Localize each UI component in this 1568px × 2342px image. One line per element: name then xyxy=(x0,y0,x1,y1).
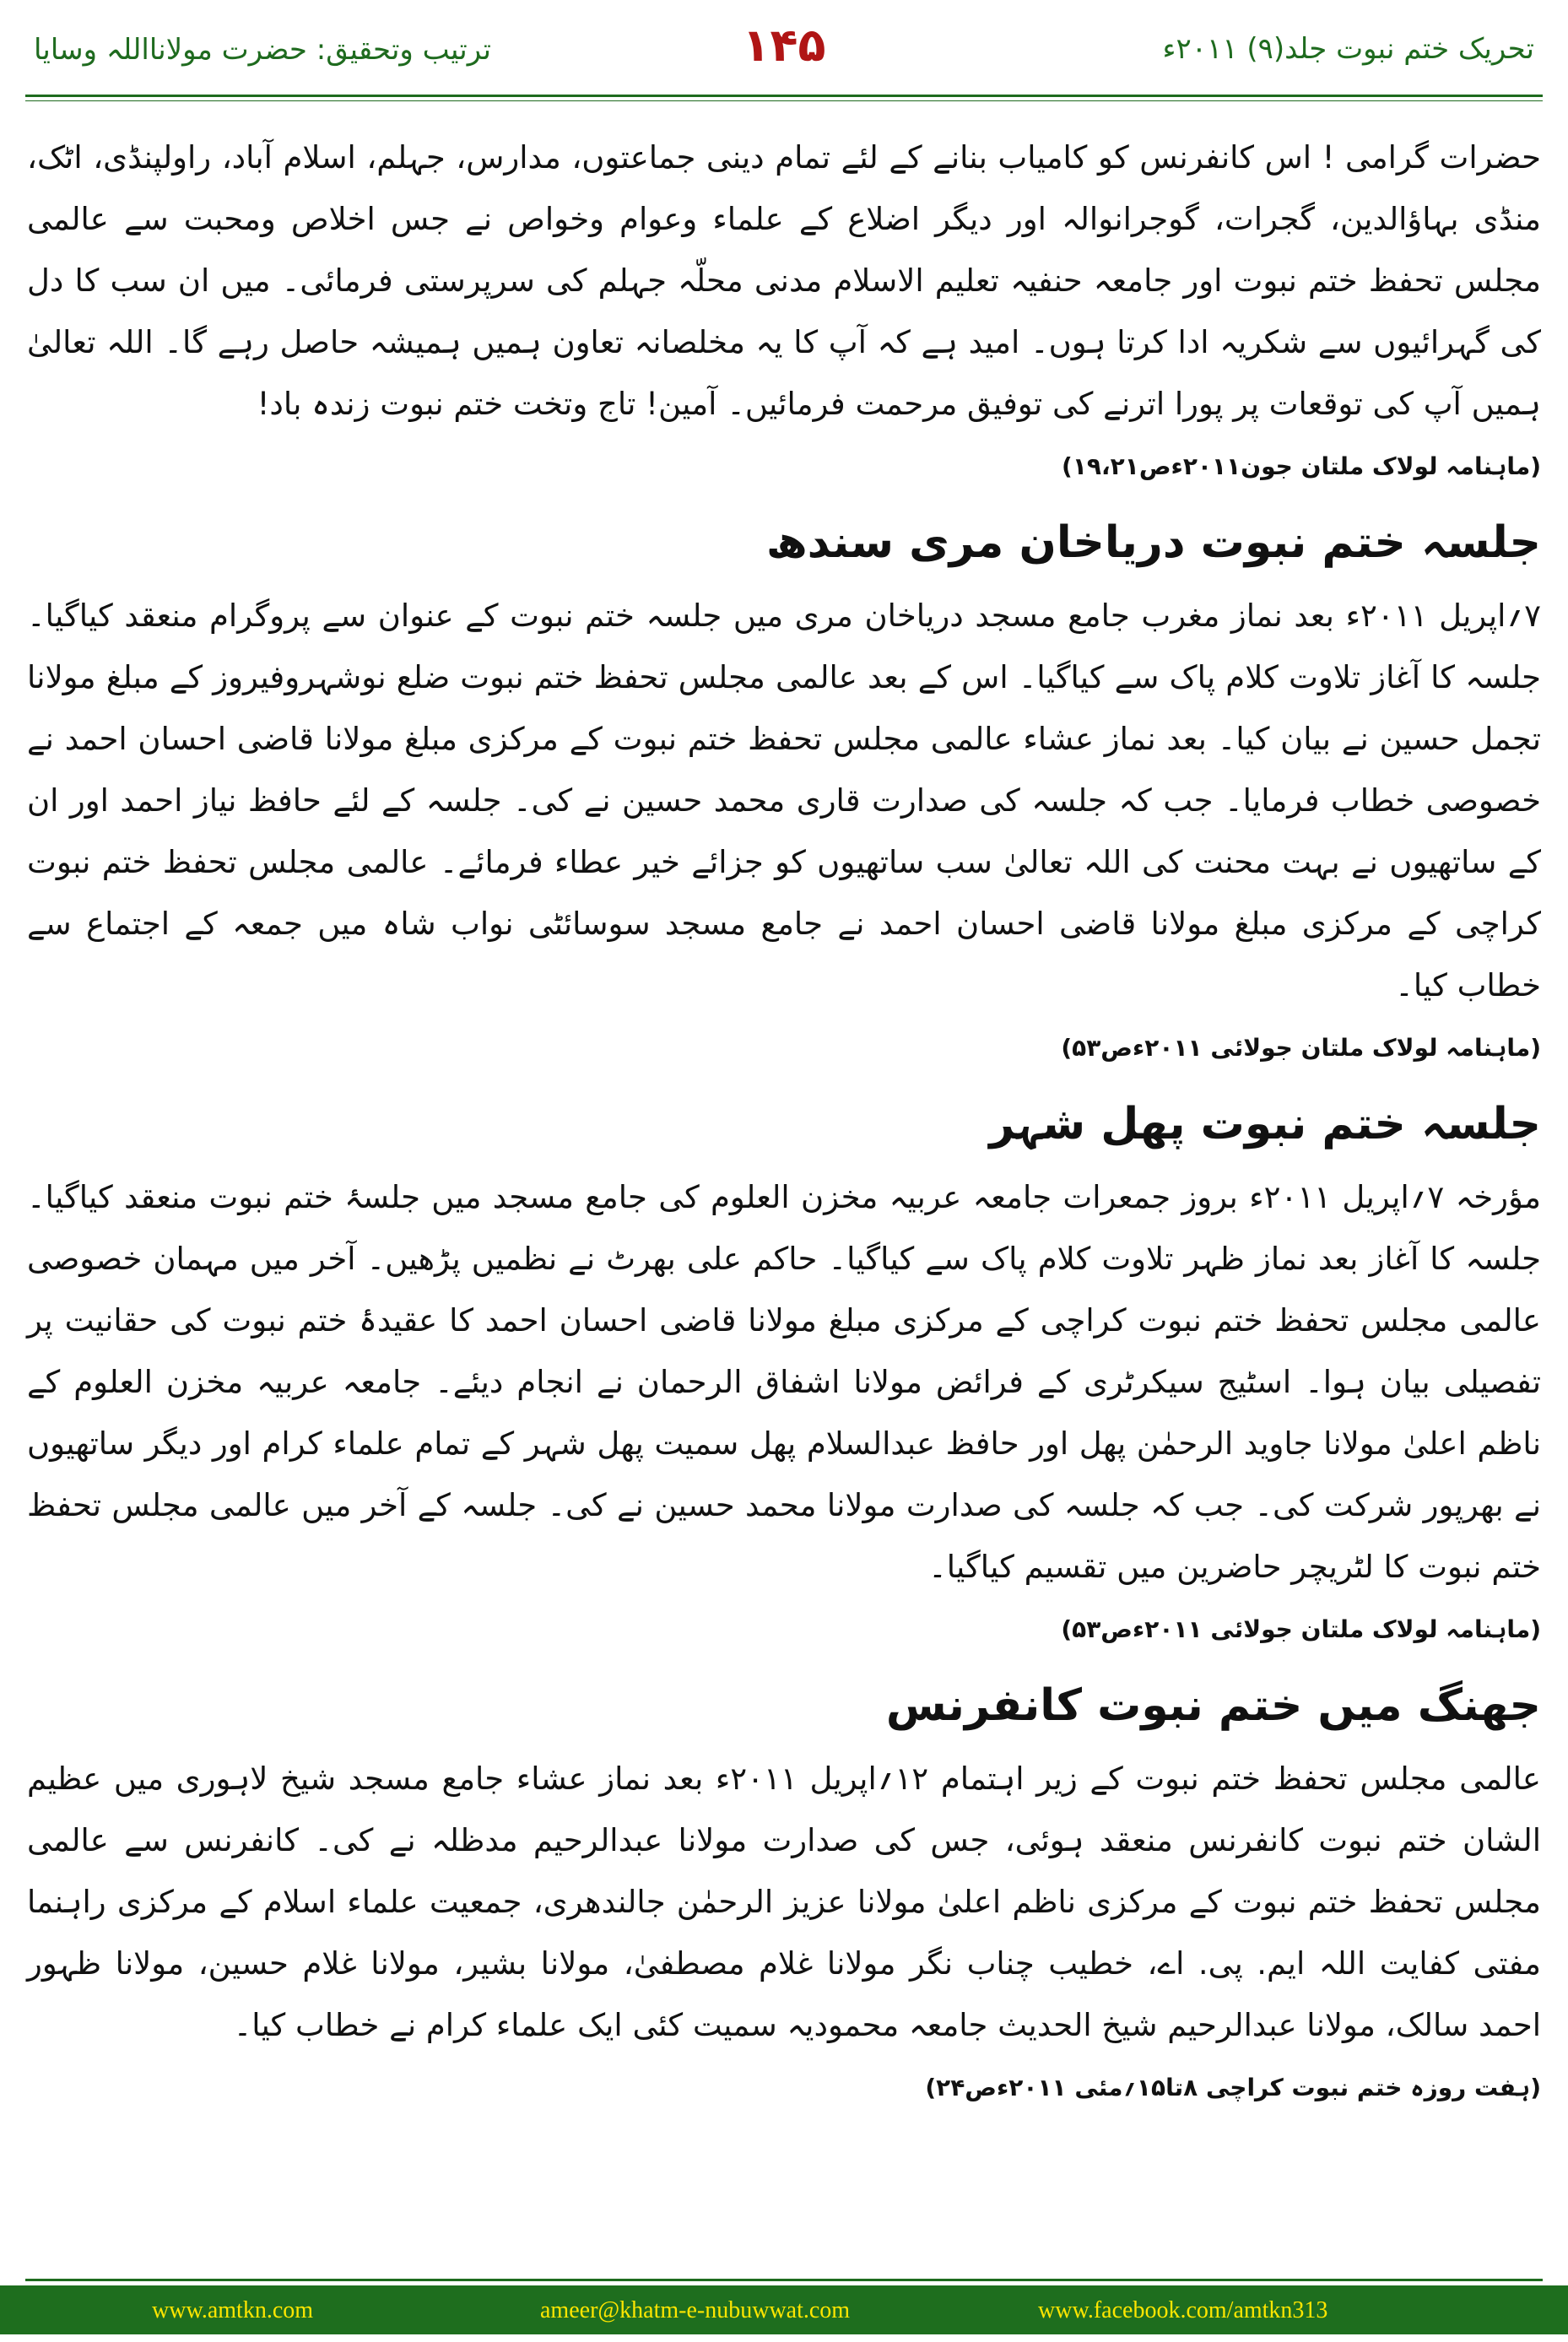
facebook-link[interactable]: www.facebook.com/amtkn313 xyxy=(1038,2297,1328,2323)
page-body xyxy=(27,127,1541,2211)
header-divider-thin xyxy=(25,100,1543,101)
footer-divider xyxy=(25,2279,1543,2281)
section3-paragraph: مؤرخہ ۷؍اپریل ۲۰۱۱ء بروز جمعرات جامعہ عربیہ مخزن العلوم کی جامع مسجد میں جلسۂ ختم نبوت منعقد کیاگیا۔ جلسہ کا آغاز بعد نماز ظہر تلاوت کلام پاک سے کیاگیا۔ حاکم علی بھرٹ نے نظمیں پڑھیں۔ آخر میں مہمان خصوصی عالمی مجلس تحفظ ختم نبوت کراچی کے مرکزی مبلغ مولانا قاضی احسان احمد کا عقیدۂ ختم نبوت کی حقانیت پر تفصیلی بیان ہوا۔ اسٹیج سیکرٹری کے فرائض مولانا اشفاق الرحمان نے انجام دیئے۔ جامعہ عربیہ مخزن العلوم کے ناظم اعلیٰ مولانا جاوید الرحمٰن پھل اور حافظ عبدالسلام پھل سمیت پھل شہر کے تمام علماء کرام اور دیگر ساتھیوں نے بھرپور شرکت کی۔ جب کہ جلسہ کی صدارت مولانا محمد حسین نے کی۔ جلسہ کے آخر میں عالمی مجلس تحفظ ختم نبوت کا لٹریچر حاضرین میں تقسیم کیاگیا۔ xyxy=(27,1179,1541,1585)
footer-bar xyxy=(0,2285,1568,2334)
section3-heading: جلسہ ختم نبوت پھل شہر xyxy=(989,1099,1541,1149)
header-divider xyxy=(25,95,1543,97)
page-footer xyxy=(0,2279,1568,2342)
book-title: تحریک ختم نبوت جلد(۹) ۲۰۱۱ء xyxy=(1162,32,1534,66)
section4-paragraph: عالمی مجلس تحفظ ختم نبوت کے زیر اہتمام ۱۲؍اپریل ۲۰۱۱ء بعد نماز عشاء جامع مسجد شیخ لاہوری میں عظیم الشان ختم نبوت کانفرنس منعقد ہوئی، جس کی صدارت مولانا عبدالرحیم مدظلہ نے کی۔ کانفرنس سے عالمی مجلس تحفظ ختم نبوت کے مرکزی ناظم اعلیٰ مولانا عزیز الرحمٰن جالندھری، جمعیت علماء اسلام کے مرکزی راہنما مفتی کفایت اللہ ایم. پی. اے، خطیب چناب نگر مولانا غلام مصطفیٰ، مولانا بشیر، مولانا غلام حسین، مولانا ظہور احمد سالک، مولانا عبدالرحیم شیخ الحدیث جامعہ محمودیہ سمیت کئی ایک علماء کرام نے خطاب کیا۔ xyxy=(27,1761,1541,2043)
section1-paragraph: حضرات گرامی ! اس کانفرنس کو کامیاب بنانے کے لئے تمام دینی جماعتوں، مدارس، جہلم، اسلام آباد، راولپنڈی، اٹک، منڈی بہاؤالدین، گجرات، گوجرانوالہ اور دیگر اضلاع کے علماء وعوام وخواص نے جس اخلاص ومحبت سے عالمی مجلس تحفظ ختم نبوت اور جامعہ حنفیہ تعلیم الاسلام مدنی محلّہ جہلم کی سرپرستی فرمائی۔ میں ان سب کا دل کی گہرائیوں سے شکریہ ادا کرتا ہوں۔ امید ہے کہ آپ کا یہ مخلصانہ تعاون ہمیں ہمیشہ حاصل رہے گا۔ اللہ تعالیٰ ہمیں آپ کی توقعات پر پورا اترنے کی توفیق مرحمت فرمائیں۔ آمین! تاج وتخت ختم نبوت زندہ باد! xyxy=(27,139,1541,422)
section2-heading: جلسہ ختم نبوت دریاخان مری سندھ xyxy=(765,517,1541,568)
website-link[interactable]: www.amtkn.com xyxy=(152,2297,314,2323)
section1-reference: (ماہنامہ لولاک ملتان جون۲۰۱۱ءص۱۹،۲۱) xyxy=(1062,452,1541,480)
section4-reference: (ہفت روزہ ختم نبوت کراچی ۸تا۱۵؍مئی ۲۰۱۱ءص۲۴) xyxy=(925,2074,1541,2101)
section4-heading: جھنگ میں ختم نبوت کانفرنس xyxy=(885,1680,1541,1731)
page-number: ۱۴۵ xyxy=(742,19,826,72)
compiler-credit: ترتیب وتحقیق: حضرت مولانااللہ وسایا xyxy=(34,33,491,67)
email-link[interactable]: ameer@khatm-e-nubuwwat.com xyxy=(540,2297,851,2323)
page-header xyxy=(0,0,1568,93)
section2-reference: (ماہنامہ لولاک ملتان جولائی ۲۰۱۱ءص۵۳) xyxy=(1061,1034,1541,1062)
section3-reference: (ماہنامہ لولاک ملتان جولائی ۲۰۱۱ءص۵۳) xyxy=(1061,1615,1541,1643)
section2-paragraph: ۷؍اپریل ۲۰۱۱ء بعد نماز مغرب جامع مسجد دریاخان مری میں جلسہ ختم نبوت کے عنوان سے پروگرام منعقد کیاگیا۔ جلسہ کا آغاز تلاوت کلام پاک سے کیاگیا۔ اس کے بعد عالمی مجلس تحفظ ختم نبوت ضلع نوشہروفیروز کے مبلغ مولانا تجمل حسین نے بیان کیا۔ بعد نماز عشاء عالمی مجلس تحفظ ختم نبوت کے مرکزی مبلغ مولانا قاضی احسان احمد نے خصوصی خطاب فرمایا۔ جب کہ جلسہ کی صدارت قاری محمد حسین نے کی۔ جلسہ کے لئے حافظ نیاز احمد اور ان کے ساتھیوں نے بہت محنت کی اللہ تعالیٰ سب ساتھیوں کو جزائے خیر عطاء فرمائے۔ عالمی مجلس تحفظ ختم نبوت کراچی کے مرکزی مبلغ مولانا قاضی احسان احمد نے جامع مسجد سوسائٹی نواب شاہ میں جمعہ کے اجتماع سے خطاب کیا۔ xyxy=(27,598,1541,1003)
